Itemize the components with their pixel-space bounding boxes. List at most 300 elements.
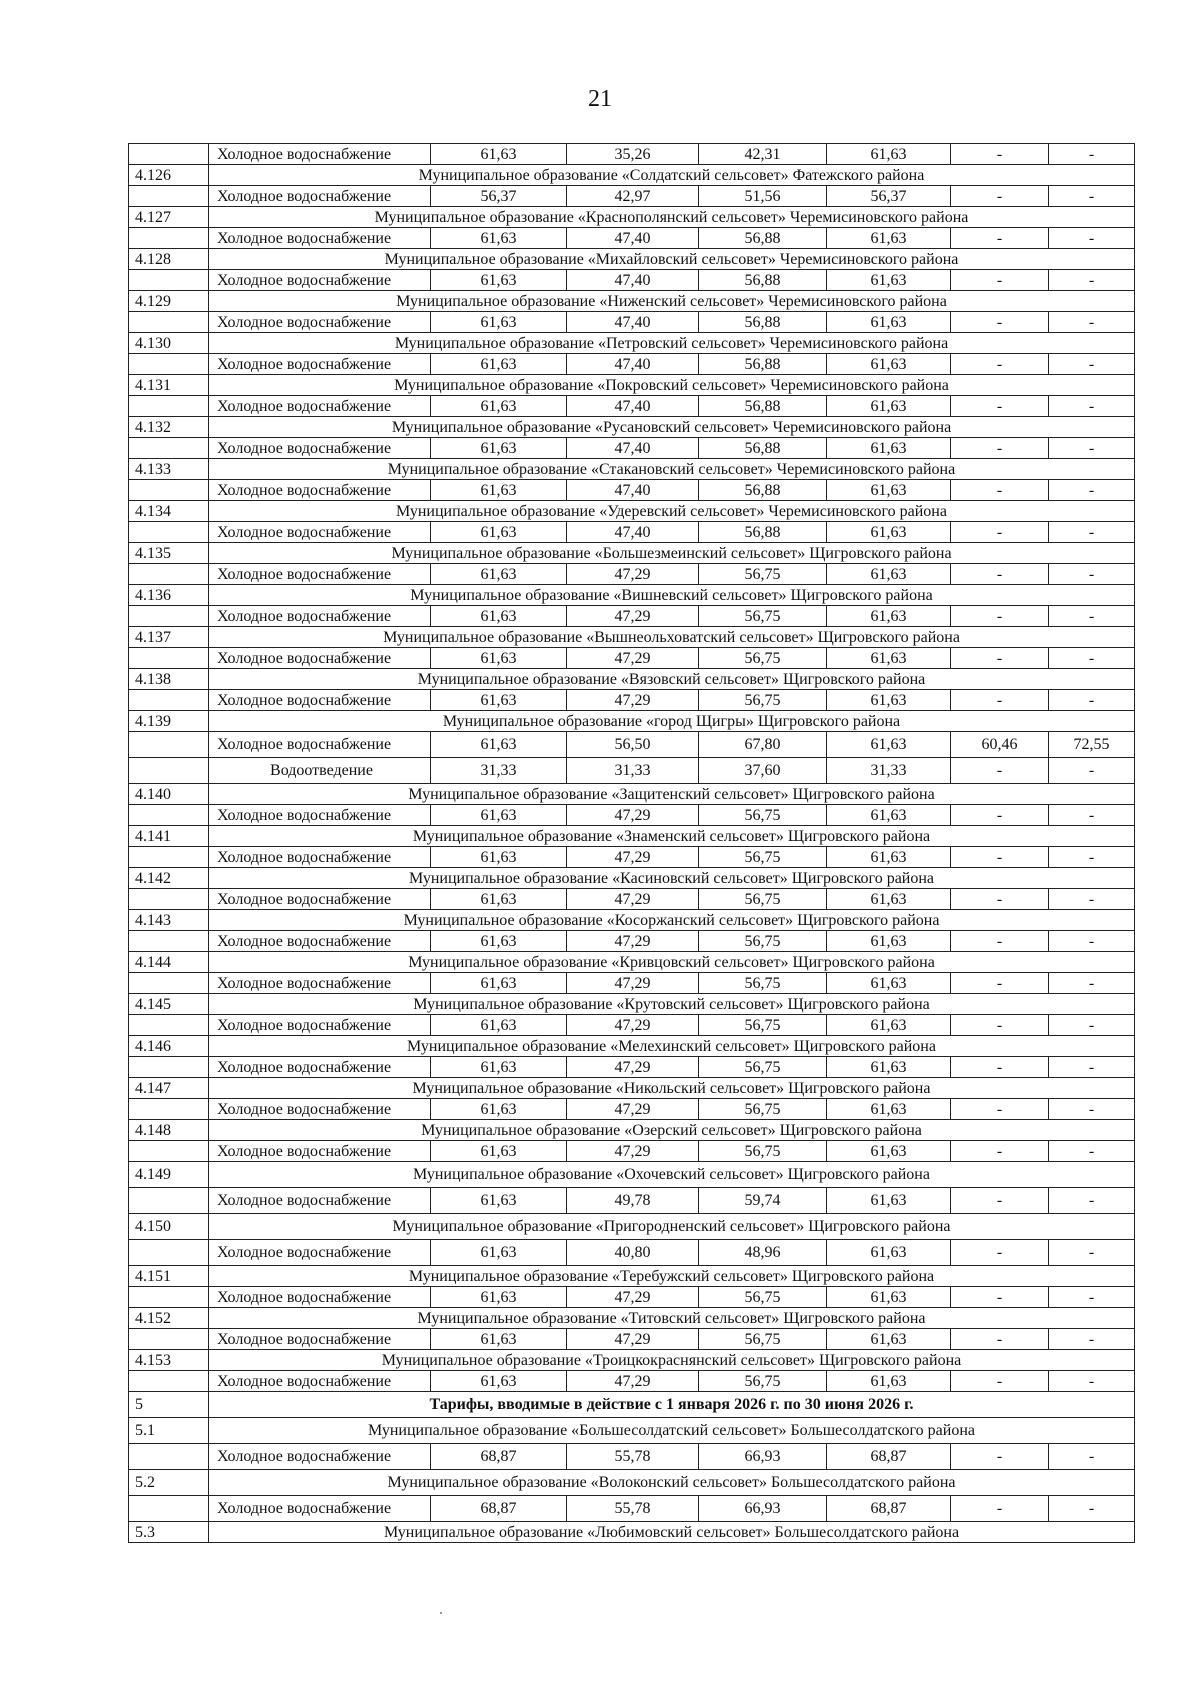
tariff-value: 56,88 bbox=[699, 480, 827, 501]
municipality-title: Муниципальное образование «Вязовский сельсовет» Щигровского района bbox=[209, 669, 1135, 690]
municipality-row bbox=[129, 501, 1135, 522]
row-number: 4.141 bbox=[129, 826, 209, 847]
service-name: Холодное водоснабжение bbox=[209, 732, 431, 758]
tariff-value: 61,63 bbox=[431, 648, 567, 669]
row-number: 5.3 bbox=[129, 1522, 209, 1543]
service-row bbox=[129, 931, 1135, 952]
row-number: 4.132 bbox=[129, 417, 209, 438]
tariff-value: 47,29 bbox=[567, 1057, 699, 1078]
tariff-value: - bbox=[951, 1496, 1049, 1522]
tariff-value: 61,63 bbox=[431, 732, 567, 758]
municipality-title: Муниципальное образование «Защитенский сельсовет» Щигровского района bbox=[209, 784, 1135, 805]
tariff-value: 47,40 bbox=[567, 396, 699, 417]
municipality-row bbox=[129, 1470, 1135, 1496]
tariff-value: - bbox=[1049, 1240, 1135, 1266]
tariff-value: 47,40 bbox=[567, 480, 699, 501]
service-row bbox=[129, 186, 1135, 207]
tariff-value: 61,63 bbox=[431, 847, 567, 868]
municipality-title: Муниципальное образование «Теребужский сельсовет» Щигровского района bbox=[209, 1266, 1135, 1287]
tariff-value: 61,63 bbox=[827, 1287, 951, 1308]
tariff-value: 35,26 bbox=[567, 144, 699, 165]
row-number: 4.139 bbox=[129, 711, 209, 732]
municipality-title: Муниципальное образование «Озерский сельсовет» Щигровского района bbox=[209, 1120, 1135, 1141]
row-number-cell bbox=[129, 889, 209, 910]
tariff-value: 59,74 bbox=[699, 1188, 827, 1214]
municipality-title: Муниципальное образование «Вышнеольховатский сельсовет» Щигровского района bbox=[209, 627, 1135, 648]
service-row bbox=[129, 1015, 1135, 1036]
municipality-row bbox=[129, 868, 1135, 889]
service-row bbox=[129, 973, 1135, 994]
tariff-value: 61,63 bbox=[827, 312, 951, 333]
tariff-table bbox=[128, 143, 1135, 1543]
municipality-title: Муниципальное образование «Кривцовский сельсовет» Щигровского района bbox=[209, 952, 1135, 973]
tariff-value: 47,40 bbox=[567, 354, 699, 375]
tariff-value: 61,63 bbox=[431, 1240, 567, 1266]
row-number-cell bbox=[129, 228, 209, 249]
row-number: 4.149 bbox=[129, 1162, 209, 1188]
tariff-value: 61,63 bbox=[827, 1329, 951, 1350]
municipality-title: Муниципальное образование «Пригородненский сельсовет» Щигровского района bbox=[209, 1214, 1135, 1240]
municipality-row bbox=[129, 459, 1135, 480]
tariff-value: 72,55 bbox=[1049, 732, 1135, 758]
tariff-value: 61,63 bbox=[431, 1287, 567, 1308]
service-row bbox=[129, 758, 1135, 784]
municipality-title: Муниципальное образование «Волоконский сельсовет» Большесолдатского района bbox=[209, 1470, 1135, 1496]
municipality-row bbox=[129, 585, 1135, 606]
tariff-value: - bbox=[1049, 1329, 1135, 1350]
tariff-value: 31,33 bbox=[827, 758, 951, 784]
tariff-value: - bbox=[951, 758, 1049, 784]
tariff-value: 61,63 bbox=[431, 1099, 567, 1120]
row-number-cell bbox=[129, 1141, 209, 1162]
row-number: 4.147 bbox=[129, 1078, 209, 1099]
page-number: 21 bbox=[588, 86, 612, 112]
tariff-value: 68,87 bbox=[827, 1496, 951, 1522]
tariff-value: - bbox=[951, 1287, 1049, 1308]
service-name: Холодное водоснабжение bbox=[209, 186, 431, 207]
section-title: Тарифы, вводимые в действие с 1 января 2026 г. по 30 июня 2026 г. bbox=[209, 1392, 1135, 1418]
row-number-cell bbox=[129, 931, 209, 952]
tariff-value: 56,75 bbox=[699, 1099, 827, 1120]
service-name: Холодное водоснабжение bbox=[209, 690, 431, 711]
row-number: 4.151 bbox=[129, 1266, 209, 1287]
tariff-value: - bbox=[1049, 564, 1135, 585]
tariff-value: 61,63 bbox=[431, 606, 567, 627]
row-number-cell bbox=[129, 1496, 209, 1522]
municipality-row bbox=[129, 826, 1135, 847]
tariff-value: 61,63 bbox=[827, 732, 951, 758]
tariff-value: - bbox=[951, 1188, 1049, 1214]
tariff-value: 61,63 bbox=[827, 354, 951, 375]
tariff-value: 51,56 bbox=[699, 186, 827, 207]
service-name: Холодное водоснабжение bbox=[209, 648, 431, 669]
service-row bbox=[129, 1496, 1135, 1522]
row-number: 4.140 bbox=[129, 784, 209, 805]
tariff-value: 61,63 bbox=[827, 648, 951, 669]
tariff-value: 66,93 bbox=[699, 1496, 827, 1522]
tariff-value: - bbox=[951, 648, 1049, 669]
tariff-value: - bbox=[1049, 312, 1135, 333]
tariff-value: 56,88 bbox=[699, 438, 827, 459]
tariff-value: 49,78 bbox=[567, 1188, 699, 1214]
tariff-value: 56,75 bbox=[699, 1141, 827, 1162]
tariff-value: - bbox=[951, 1099, 1049, 1120]
tariff-value: 47,29 bbox=[567, 648, 699, 669]
municipality-title: Муниципальное образование «Стакановский сельсовет» Черемисиновского района bbox=[209, 459, 1135, 480]
tariff-value: 61,63 bbox=[431, 438, 567, 459]
tariff-value: 68,87 bbox=[431, 1444, 567, 1470]
service-row bbox=[129, 1099, 1135, 1120]
tariff-value: 61,63 bbox=[431, 1015, 567, 1036]
service-row bbox=[129, 606, 1135, 627]
municipality-row bbox=[129, 543, 1135, 564]
row-number: 5 bbox=[129, 1392, 209, 1418]
tariff-value: - bbox=[951, 1057, 1049, 1078]
tariff-value: 61,63 bbox=[827, 1099, 951, 1120]
municipality-title: Муниципальное образование «Знаменский сельсовет» Щигровского района bbox=[209, 826, 1135, 847]
row-number: 4.134 bbox=[129, 501, 209, 522]
tariff-value: 61,63 bbox=[431, 1188, 567, 1214]
tariff-value: 61,63 bbox=[827, 228, 951, 249]
tariff-value: - bbox=[1049, 1099, 1135, 1120]
row-number: 4.150 bbox=[129, 1214, 209, 1240]
municipality-title: Муниципальное образование «Краснополянский сельсовет» Черемисиновского района bbox=[209, 207, 1135, 228]
row-number-cell bbox=[129, 522, 209, 543]
tariff-value: - bbox=[1049, 144, 1135, 165]
tariff-value: 47,29 bbox=[567, 973, 699, 994]
municipality-title: Муниципальное образование «Солдатский сельсовет» Фатежского района bbox=[209, 165, 1135, 186]
row-number: 4.128 bbox=[129, 249, 209, 270]
municipality-row bbox=[129, 910, 1135, 931]
service-name: Холодное водоснабжение bbox=[209, 1371, 431, 1392]
tariff-value: 61,63 bbox=[431, 1329, 567, 1350]
tariff-value: 61,63 bbox=[431, 690, 567, 711]
tariff-value: 56,75 bbox=[699, 1371, 827, 1392]
row-number: 5.1 bbox=[129, 1418, 209, 1444]
municipality-row bbox=[129, 1350, 1135, 1371]
municipality-row bbox=[129, 333, 1135, 354]
tariff-value: - bbox=[1049, 889, 1135, 910]
tariff-value: 56,75 bbox=[699, 1057, 827, 1078]
service-name: Холодное водоснабжение bbox=[209, 1444, 431, 1470]
municipality-row bbox=[129, 627, 1135, 648]
service-row bbox=[129, 889, 1135, 910]
service-row bbox=[129, 312, 1135, 333]
municipality-row bbox=[129, 669, 1135, 690]
row-number-cell bbox=[129, 1371, 209, 1392]
municipality-title: Муниципальное образование «Михайловский сельсовет» Черемисиновского района bbox=[209, 249, 1135, 270]
service-row bbox=[129, 438, 1135, 459]
municipality-row bbox=[129, 784, 1135, 805]
municipality-row bbox=[129, 1036, 1135, 1057]
municipality-row bbox=[129, 994, 1135, 1015]
service-name: Холодное водоснабжение bbox=[209, 1496, 431, 1522]
tariff-value: 47,29 bbox=[567, 889, 699, 910]
service-name: Холодное водоснабжение bbox=[209, 144, 431, 165]
tariff-value: 61,63 bbox=[827, 889, 951, 910]
tariff-value: 61,63 bbox=[827, 931, 951, 952]
tariff-value: 61,63 bbox=[827, 690, 951, 711]
tariff-value: - bbox=[951, 1371, 1049, 1392]
tariff-value: 61,63 bbox=[827, 522, 951, 543]
service-row bbox=[129, 1141, 1135, 1162]
service-row bbox=[129, 480, 1135, 501]
tariff-value: 61,63 bbox=[827, 144, 951, 165]
row-number: 4.129 bbox=[129, 291, 209, 312]
tariff-value: - bbox=[951, 931, 1049, 952]
municipality-title: Муниципальное образование «Вишневский сельсовет» Щигровского района bbox=[209, 585, 1135, 606]
row-number: 4.142 bbox=[129, 868, 209, 889]
tariff-value: 61,63 bbox=[827, 1057, 951, 1078]
municipality-title: Муниципальное образование «Мелехинский сельсовет» Щигровского района bbox=[209, 1036, 1135, 1057]
service-row bbox=[129, 805, 1135, 826]
tariff-value: 55,78 bbox=[567, 1496, 699, 1522]
municipality-title: Муниципальное образование «Крутовский сельсовет» Щигровского района bbox=[209, 994, 1135, 1015]
row-number: 4.130 bbox=[129, 333, 209, 354]
tariff-value: 31,33 bbox=[431, 758, 567, 784]
tariff-value: 61,63 bbox=[827, 1240, 951, 1266]
municipality-row bbox=[129, 291, 1135, 312]
row-number: 4.146 bbox=[129, 1036, 209, 1057]
tariff-value: 61,63 bbox=[431, 973, 567, 994]
tariff-value: 61,63 bbox=[431, 1371, 567, 1392]
tariff-value: 47,40 bbox=[567, 522, 699, 543]
service-row bbox=[129, 1057, 1135, 1078]
service-name: Холодное водоснабжение bbox=[209, 1057, 431, 1078]
row-number-cell bbox=[129, 270, 209, 291]
tariff-value: 47,29 bbox=[567, 1329, 699, 1350]
tariff-value: - bbox=[1049, 847, 1135, 868]
municipality-row bbox=[129, 1308, 1135, 1329]
tariff-value: 56,88 bbox=[699, 522, 827, 543]
service-name: Холодное водоснабжение bbox=[209, 1329, 431, 1350]
service-row bbox=[129, 847, 1135, 868]
tariff-value: 61,63 bbox=[827, 480, 951, 501]
tariff-table-body bbox=[129, 144, 1135, 1543]
row-number: 4.144 bbox=[129, 952, 209, 973]
service-name: Холодное водоснабжение bbox=[209, 1141, 431, 1162]
tariff-value: 56,75 bbox=[699, 1329, 827, 1350]
tariff-value: - bbox=[951, 889, 1049, 910]
service-name: Холодное водоснабжение bbox=[209, 480, 431, 501]
row-number: 4.148 bbox=[129, 1120, 209, 1141]
service-name: Холодное водоснабжение bbox=[209, 1188, 431, 1214]
service-row bbox=[129, 732, 1135, 758]
tariff-value: 56,75 bbox=[699, 606, 827, 627]
tariff-value: 61,63 bbox=[827, 270, 951, 291]
service-name: Холодное водоснабжение bbox=[209, 1015, 431, 1036]
tariff-value: 47,29 bbox=[567, 690, 699, 711]
service-row bbox=[129, 522, 1135, 543]
tariff-value: 42,31 bbox=[699, 144, 827, 165]
municipality-row bbox=[129, 1078, 1135, 1099]
tariff-value: 61,63 bbox=[827, 973, 951, 994]
tariff-value: - bbox=[1049, 690, 1135, 711]
tariff-value: 61,63 bbox=[431, 228, 567, 249]
municipality-title: Муниципальное образование «Петровский сельсовет» Черемисиновского района bbox=[209, 333, 1135, 354]
tariff-value: 47,40 bbox=[567, 270, 699, 291]
tariff-value: - bbox=[1049, 606, 1135, 627]
tariff-value: - bbox=[1049, 931, 1135, 952]
tariff-value: 61,63 bbox=[827, 438, 951, 459]
tariff-value: 56,88 bbox=[699, 354, 827, 375]
tariff-value: - bbox=[951, 480, 1049, 501]
tariff-value: - bbox=[951, 1444, 1049, 1470]
tariff-value: 48,96 bbox=[699, 1240, 827, 1266]
municipality-title: Муниципальное образование «город Щигры» Щигровского района bbox=[209, 711, 1135, 732]
tariff-value: - bbox=[1049, 270, 1135, 291]
row-number-cell bbox=[129, 480, 209, 501]
tariff-value: 61,63 bbox=[431, 396, 567, 417]
row-number-cell bbox=[129, 973, 209, 994]
service-name: Холодное водоснабжение bbox=[209, 931, 431, 952]
tariff-value: - bbox=[1049, 438, 1135, 459]
tariff-value: 56,75 bbox=[699, 648, 827, 669]
row-number-cell bbox=[129, 732, 209, 758]
service-row bbox=[129, 1444, 1135, 1470]
tariff-value: 61,63 bbox=[431, 931, 567, 952]
row-number: 4.153 bbox=[129, 1350, 209, 1371]
tariff-value: 61,63 bbox=[431, 522, 567, 543]
row-number-cell bbox=[129, 438, 209, 459]
tariff-value: - bbox=[1049, 1371, 1135, 1392]
service-name: Холодное водоснабжение bbox=[209, 805, 431, 826]
tariff-value: 47,29 bbox=[567, 1371, 699, 1392]
tariff-value: 56,75 bbox=[699, 690, 827, 711]
tariff-value: - bbox=[1049, 1444, 1135, 1470]
service-row bbox=[129, 1188, 1135, 1214]
row-number-cell bbox=[129, 396, 209, 417]
tariff-value: - bbox=[1049, 396, 1135, 417]
service-row bbox=[129, 144, 1135, 165]
row-number-cell bbox=[129, 758, 209, 784]
tariff-value: 47,40 bbox=[567, 312, 699, 333]
tariff-value: 56,88 bbox=[699, 228, 827, 249]
tariff-value: - bbox=[951, 973, 1049, 994]
service-name: Холодное водоснабжение bbox=[209, 522, 431, 543]
tariff-value: - bbox=[951, 186, 1049, 207]
tariff-value: 61,63 bbox=[827, 1015, 951, 1036]
tariff-value: 47,29 bbox=[567, 1015, 699, 1036]
tariff-value: 61,63 bbox=[431, 1057, 567, 1078]
tariff-value: 56,75 bbox=[699, 805, 827, 826]
service-row bbox=[129, 564, 1135, 585]
municipality-title: Муниципальное образование «Никольский сельсовет» Щигровского района bbox=[209, 1078, 1135, 1099]
tariff-value: 55,78 bbox=[567, 1444, 699, 1470]
tariff-value: - bbox=[951, 606, 1049, 627]
municipality-row bbox=[129, 711, 1135, 732]
tariff-value: - bbox=[951, 270, 1049, 291]
row-number: 4.131 bbox=[129, 375, 209, 396]
tariff-value: - bbox=[951, 564, 1049, 585]
tariff-value: - bbox=[951, 690, 1049, 711]
row-number: 4.136 bbox=[129, 585, 209, 606]
service-row bbox=[129, 228, 1135, 249]
row-number: 4.152 bbox=[129, 1308, 209, 1329]
municipality-title: Муниципальное образование «Покровский сельсовет» Черемисиновского района bbox=[209, 375, 1135, 396]
tariff-value: 66,93 bbox=[699, 1444, 827, 1470]
tariff-value: - bbox=[951, 805, 1049, 826]
tariff-value: - bbox=[1049, 1496, 1135, 1522]
municipality-title: Муниципальное образование «Русановский сельсовет» Черемисиновского района bbox=[209, 417, 1135, 438]
tariff-value: 56,37 bbox=[431, 186, 567, 207]
tariff-value: 61,63 bbox=[431, 564, 567, 585]
tariff-value: 47,29 bbox=[567, 805, 699, 826]
tariff-value: 60,46 bbox=[951, 732, 1049, 758]
tariff-value: - bbox=[951, 312, 1049, 333]
service-name: Холодное водоснабжение bbox=[209, 847, 431, 868]
service-row bbox=[129, 690, 1135, 711]
tariff-value: 56,88 bbox=[699, 312, 827, 333]
municipality-row bbox=[129, 1120, 1135, 1141]
municipality-row bbox=[129, 249, 1135, 270]
tariff-value: 56,75 bbox=[699, 889, 827, 910]
service-name: Водоотведение bbox=[209, 758, 431, 784]
tariff-value: - bbox=[1049, 354, 1135, 375]
municipality-row bbox=[129, 1418, 1135, 1444]
tariff-value: - bbox=[1049, 1188, 1135, 1214]
tariff-value: - bbox=[1049, 186, 1135, 207]
tariff-value: 61,63 bbox=[827, 847, 951, 868]
service-name: Холодное водоснабжение bbox=[209, 564, 431, 585]
service-row bbox=[129, 354, 1135, 375]
tariff-value: - bbox=[1049, 805, 1135, 826]
municipality-title: Муниципальное образование «Титовский сельсовет» Щигровского района bbox=[209, 1308, 1135, 1329]
section-row bbox=[129, 1392, 1135, 1418]
tariff-value: 61,63 bbox=[827, 396, 951, 417]
tariff-value: 61,63 bbox=[431, 805, 567, 826]
tariff-value: - bbox=[951, 354, 1049, 375]
tariff-value: 56,88 bbox=[699, 270, 827, 291]
tariff-value: 56,75 bbox=[699, 564, 827, 585]
service-row bbox=[129, 648, 1135, 669]
tariff-value: - bbox=[951, 228, 1049, 249]
service-name: Холодное водоснабжение bbox=[209, 606, 431, 627]
tariff-value: 47,29 bbox=[567, 847, 699, 868]
municipality-title: Муниципальное образование «Большезмеинский сельсовет» Щигровского района bbox=[209, 543, 1135, 564]
tariff-value: 68,87 bbox=[827, 1444, 951, 1470]
tariff-value: 61,63 bbox=[827, 1188, 951, 1214]
service-name: Холодное водоснабжение bbox=[209, 396, 431, 417]
row-number: 4.145 bbox=[129, 994, 209, 1015]
tariff-value: 47,29 bbox=[567, 564, 699, 585]
tariff-value: 56,50 bbox=[567, 732, 699, 758]
tariff-value: 56,75 bbox=[699, 847, 827, 868]
tariff-value: 56,75 bbox=[699, 931, 827, 952]
tariff-value: - bbox=[951, 144, 1049, 165]
tariff-value: 56,75 bbox=[699, 1287, 827, 1308]
tariff-value: - bbox=[951, 847, 1049, 868]
row-number: 4.135 bbox=[129, 543, 209, 564]
tariff-value: 47,40 bbox=[567, 438, 699, 459]
tariff-value: 68,87 bbox=[431, 1496, 567, 1522]
row-number-cell bbox=[129, 144, 209, 165]
tariff-value: - bbox=[1049, 480, 1135, 501]
service-name: Холодное водоснабжение bbox=[209, 1287, 431, 1308]
service-name: Холодное водоснабжение bbox=[209, 270, 431, 291]
tariff-value: 61,63 bbox=[431, 480, 567, 501]
service-row bbox=[129, 1287, 1135, 1308]
service-name: Холодное водоснабжение bbox=[209, 1240, 431, 1266]
tariff-value: - bbox=[1049, 973, 1135, 994]
tariff-value: 61,63 bbox=[827, 606, 951, 627]
tariff-value: 61,63 bbox=[431, 889, 567, 910]
row-number: 4.133 bbox=[129, 459, 209, 480]
service-row bbox=[129, 1240, 1135, 1266]
tariff-value: 61,63 bbox=[431, 312, 567, 333]
row-number-cell bbox=[129, 606, 209, 627]
service-name: Холодное водоснабжение bbox=[209, 1099, 431, 1120]
